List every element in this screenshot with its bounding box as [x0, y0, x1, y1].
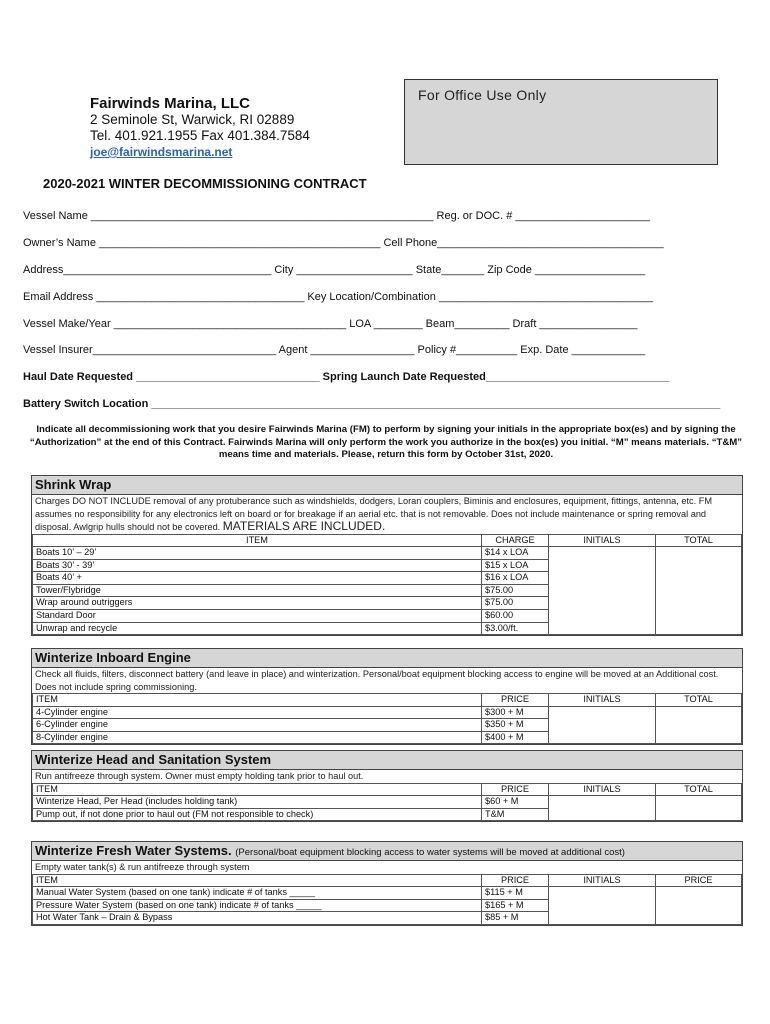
inboard-engine-section: [31, 648, 743, 745]
total-input[interactable]: [656, 796, 742, 821]
head-sanitation-section: [31, 750, 743, 822]
vessel-name-field[interactable]: Vessel Name ________________________________________________________ Reg. or DOC. # ______________________: [23, 210, 650, 222]
col-header-total: TOTAL: [656, 783, 742, 796]
haul-date-field[interactable]: Haul Date Requested ______________________________ Spring Launch Date Requested______________________________: [23, 371, 670, 383]
office-use-label: For Office Use Only: [418, 87, 547, 103]
col-header-item: ITEM: [33, 783, 482, 796]
item-cell: 6-Cylinder engine: [33, 719, 482, 732]
col-header-initials: INITIALS: [549, 783, 656, 796]
charge-cell: $75.00: [482, 584, 549, 597]
col-header-price: PRICE: [482, 694, 549, 707]
inboard-engine-table: [32, 693, 742, 744]
charge-cell: $75.00: [482, 597, 549, 610]
section-title: [32, 842, 742, 861]
charge-cell: $16 x LOA: [482, 572, 549, 585]
col-header-charge: CHARGE: [482, 534, 549, 547]
col-header-initials: INITIALS: [549, 534, 656, 547]
item-cell: Unwrap and recycle: [33, 622, 482, 635]
charge-cell: $14 x LOA: [482, 547, 549, 560]
col-header-price: PRICE: [482, 783, 549, 796]
contract-title: 2020-2021 WINTER DECOMMISSIONING CONTRACT: [43, 176, 367, 191]
price-cell: $60 + M: [482, 796, 549, 809]
price-cell: $400 + M: [482, 731, 549, 744]
item-cell: Boats 10’ – 29’: [33, 547, 482, 560]
item-cell: 4-Cylinder engine: [33, 706, 482, 719]
fresh-water-subtitle: (Personal/boat equipment blocking access to water systems will be moved at additional cost): [235, 847, 625, 858]
price-cell: $85 + M: [482, 912, 549, 925]
price-cell: $165 + M: [482, 899, 549, 912]
vessel-make-field[interactable]: Vessel Make/Year ______________________________________ LOA ________ Beam_________ Draft ________________: [23, 318, 638, 330]
office-use-box: [404, 79, 718, 165]
section-title: Winterize Head and Sanitation System: [32, 751, 742, 770]
item-cell: Boats 40’ +: [33, 572, 482, 585]
col-header-initials: INITIALS: [549, 874, 656, 887]
col-header-price: PRICE: [482, 874, 549, 887]
col-header-price-total: PRICE: [656, 874, 742, 887]
owner-name-field[interactable]: Owner’s Name ______________________________________________ Cell Phone_____________________________________: [23, 237, 664, 249]
item-cell: Pump out, if not done prior to haul out (FM not responsible to check): [33, 808, 482, 821]
price-cell: $115 + M: [482, 887, 549, 900]
total-input[interactable]: [656, 887, 742, 925]
address-field[interactable]: Address__________________________________ City ___________________ State_______ Zip Code __________________: [23, 264, 646, 276]
vessel-insurer-field[interactable]: Vessel Insurer______________________________ Agent _________________ Policy #__________ Exp. Date ____________: [23, 344, 646, 356]
section-description: Run antifreeze through system. Owner must empty holding tank prior to haul out.: [35, 771, 364, 781]
item-cell: Boats 30’ - 39’: [33, 559, 482, 572]
col-header-total: TOTAL: [656, 694, 742, 707]
item-cell: 8-Cylinder engine: [33, 731, 482, 744]
section-description: [32, 495, 742, 534]
col-header-item: ITEM: [33, 534, 482, 547]
price-cell: $300 + M: [482, 706, 549, 719]
col-header-initials: INITIALS: [549, 694, 656, 707]
company-phone-fax: Tel. 401.921.1955 Fax 401.384.7584: [90, 128, 310, 143]
initials-input[interactable]: [549, 796, 656, 821]
item-cell: Hot Water Tank – Drain & Bypass: [33, 912, 482, 925]
head-sanitation-table: [32, 783, 742, 822]
fresh-water-section: [31, 841, 743, 926]
charge-cell: $15 x LOA: [482, 559, 549, 572]
initials-input[interactable]: [549, 547, 656, 635]
section-description: Empty water tank(s) & run antifreeze through system: [35, 862, 250, 872]
col-header-item: ITEM: [33, 694, 482, 707]
price-cell: T&M: [482, 808, 549, 821]
initials-input[interactable]: [549, 887, 656, 925]
table-row: [33, 796, 742, 809]
shrink-wrap-table: [32, 534, 742, 636]
company-name: Fairwinds Marina, LLC: [90, 95, 251, 112]
charge-cell: $3.00/ft.: [482, 622, 549, 635]
section-description: Check all fluids, filters, disconnect battery (and leave in place) and winterization. Personal/boat equipment blocking access to engine will be moved at an Additional cost. Does not include spring commissioning.: [35, 669, 719, 692]
instructions-notice: Indicate all decommissioning work that you desire Fairwinds Marina (FM) to perform by signing your initials in the appropriate box(es) and by signing the “Authorization” at the end of this Contract. Fairwinds Marina will only perform the work you authorize in the box(es) you initial. “M” means materials. “T&M” means time and materials. Please, return this form by October 31st, 2020.: [29, 424, 743, 460]
total-input[interactable]: [656, 547, 742, 635]
email-address-field[interactable]: Email Address __________________________________ Key Location/Combination ___________________________________: [23, 291, 654, 303]
item-cell: Wrap around outriggers: [33, 597, 482, 610]
materials-included-note: MATERIALS ARE INCLUDED.: [222, 519, 386, 533]
fresh-water-table: [32, 874, 742, 925]
col-header-item: ITEM: [33, 874, 482, 887]
charge-cell: $60.00: [482, 610, 549, 623]
company-email-link[interactable]: joe@fairwindsmarina.net: [90, 145, 233, 159]
item-cell: Winterize Head, Per Head (includes holding tank): [33, 796, 482, 809]
total-input[interactable]: [656, 706, 742, 744]
table-row: [33, 887, 742, 900]
item-cell: Manual Water System (based on one tank) indicate # of tanks _____: [33, 887, 482, 900]
item-cell: Standard Door: [33, 610, 482, 623]
company-address: 2 Seminole St, Warwick, RI 02889: [90, 112, 295, 127]
item-cell: Pressure Water System (based on one tank) indicate # of tanks _____: [33, 899, 482, 912]
price-cell: $350 + M: [482, 719, 549, 732]
initials-input[interactable]: [549, 706, 656, 744]
table-row: [33, 706, 742, 719]
shrink-desc-text: Charges DO NOT INCLUDE removal of any protuberance such as windshields, dodgers, Loran couplers, Biminis and enclosures, equipment, fittings, antenna, etc. FM assumes no responsibility for any electronics left on board or for breakage if an aerial etc. that is not removable. Does not include maintenance or spring removal and disposal. Awlgrip hulls should not be covered.: [35, 496, 712, 532]
fresh-water-title: Winterize Fresh Water Systems.: [35, 843, 232, 858]
item-cell: Tower/Flybridge: [33, 584, 482, 597]
shrink-wrap-section: [31, 475, 743, 636]
table-row: [33, 547, 742, 560]
section-title: Shrink Wrap: [32, 476, 742, 495]
battery-switch-field[interactable]: Battery Switch Location _____________________________________________________________________________________________: [23, 398, 721, 410]
section-title: Winterize Inboard Engine: [32, 649, 742, 668]
col-header-total: TOTAL: [656, 534, 742, 547]
